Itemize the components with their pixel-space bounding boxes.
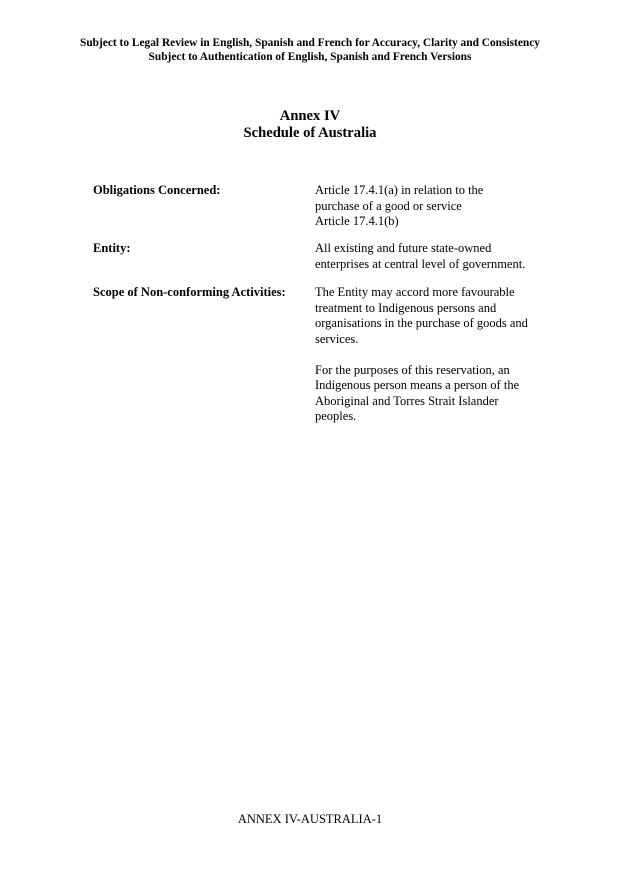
annex-title: Annex IV (279, 108, 341, 124)
obligations-line: Article 17.4.1(a) in relation to the (315, 183, 484, 197)
obligations-line: Article 17.4.1(b) (315, 214, 399, 228)
annex-title-block (0, 108, 620, 142)
document-header (0, 37, 620, 64)
obligations-line: purchase of a good or service (315, 198, 462, 213)
schedule-title: Schedule of Australia (243, 125, 377, 141)
page-footer: ANNEX IV-AUSTRALIA-1 (237, 812, 383, 826)
entity-line: enterprises at central level of government. (315, 256, 526, 271)
authentication-notice: Subject to Authentication of English, Spanish and French Versions (148, 50, 472, 63)
entity-line: All existing and future state-owned (315, 241, 492, 255)
legal-review-notice: Subject to Legal Review in English, Spanish and French for Accuracy, Clarity and Consistency (80, 37, 540, 49)
entity-value (315, 241, 540, 272)
indigenous-definition-paragraph: For the purposes of this reservation, an Indigenous person means a person of the Aboriginal and Torres Strait Islander peoples. (315, 362, 520, 423)
obligations-label: Obligations Concerned: (93, 183, 221, 197)
scope-label: Scope of Non-conforming Activities: (93, 285, 286, 299)
entity-label: Entity: (93, 241, 131, 255)
scope-value (315, 285, 540, 425)
scope-paragraph: The Entity may accord more favourable treatment to Indigenous persons and organisations in the purchase of goods and services. (315, 285, 528, 346)
obligations-value (315, 183, 540, 230)
